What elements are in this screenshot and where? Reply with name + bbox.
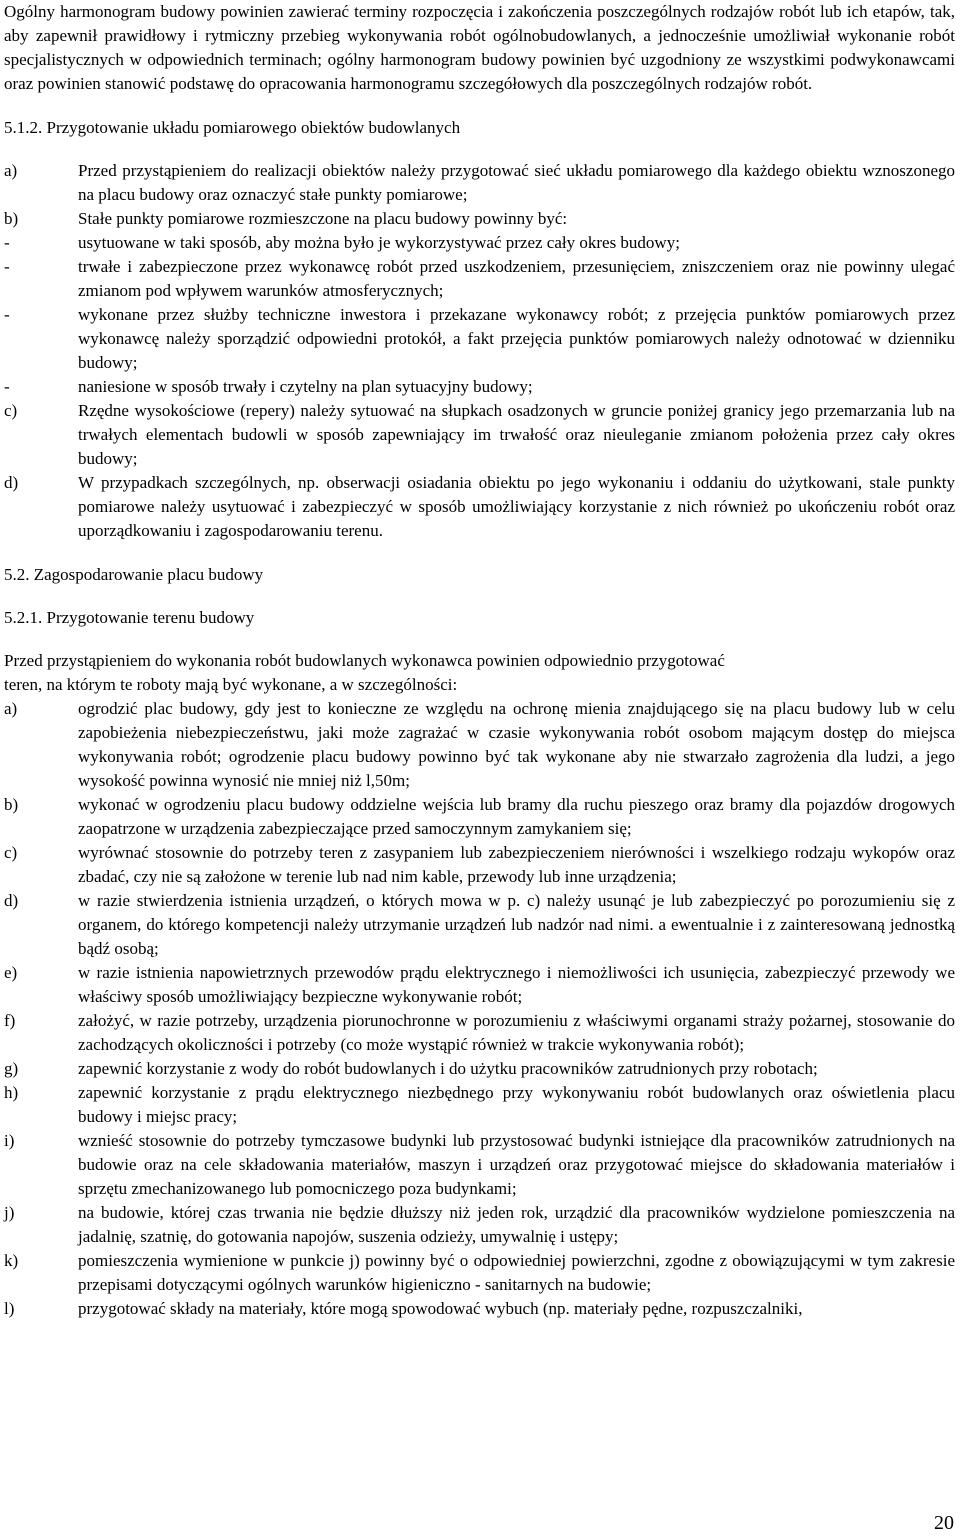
section-5-2-1-lead-line-2: teren, na którym te roboty mają być wykonane, a w szczególności: [4, 675, 458, 694]
list-item-text: pomieszczenia wymienione w punkcie j) powinny być o odpowiedniej powierzchni, zgodne z obowiązującymi w tym zakresie przepisami dotyczącymi ogólnych warunków higieniczno - sanitarnych na budowie; [78, 1251, 955, 1294]
list-item-text: wznieść stosownie do potrzeby tymczasowe budynki lub przystosować budynki istniejące dla pracowników zatrudnionych na budowie oraz na cele składowania materiałów, maszyn i urządzeń oraz przygotować miejsce do składowania materiałów i sprzętu zmechanizowanego lub pomocniczego poza budynkami; [78, 1131, 955, 1198]
list-item-text: ogrodzić plac budowy, gdy jest to konieczne ze względu na ochronę mienia znajdującego się na placu budowy lub w celu zapobieżenia niebezpieczeństwu, jaki może zagrażać w czasie wykonywania robót osobom mającym dostęp do miejsca wykonywania robót; ogrodzenie placu budowy powinno być tak wykonane aby nie stwarzało zagrożenia dla ludzi, a jego wysokość powinna wynosić nie mniej niż l,50m; [78, 699, 955, 790]
page-number: 20 [934, 1512, 954, 1534]
list-item [4, 1249, 955, 1297]
list-item [4, 1057, 955, 1081]
list-item [4, 1009, 955, 1057]
section-5-2-1-lead-line-1: Przed przystąpieniem do wykonania robót budowlanych wykonawca powinien odpowiednio przygotować [4, 651, 725, 670]
sub-list-item [4, 231, 955, 255]
list-item-body [78, 207, 955, 231]
list-marker: g) [4, 1059, 19, 1078]
list-item-text: w razie stwierdzenia istnienia urządzeń, o których mowa w p. c) należy usunąć je lub zabezpieczyć po porozumieniu się z organem, do którego kompetencji należy utrzymanie urządzeń lub nadzór nad nimi. a ewentualnie i z zainteresowaną jednostką bądź osobą; [78, 891, 955, 958]
section-5-2-1-list [4, 697, 955, 1321]
intro-paragraph: Ogólny harmonogram budowy powinien zawierać terminy rozpoczęcia i zakończenia poszczególnych rodzajów robót lub ich etapów, tak, aby zapewnił prawidłowy i rytmiczny przebieg wykonywania robót ogólnobudowlanych, a jednocześnie umożliwiał wykonanie robót specjalistycznych w odpowiednich terminach; ogólny harmonogram budowy powinien być uzgodniony ze wszystkimi podwykonawcami oraz powinien stanowić podstawę do opracowania harmonogramu szczegółowych dla poszczególnych rodzajów robót. [4, 2, 955, 93]
section-5-1-2-heading: 5.1.2. Przygotowanie układu pomiarowego obiektów budowlanych [4, 118, 461, 137]
list-item [4, 1129, 955, 1201]
list-item-text: przygotować składy na materiały, które mogą spowodować wybuch (np. materiały pędne, rozpuszczalniki, [78, 1299, 803, 1318]
list-item [4, 207, 955, 231]
document-page [4, 0, 955, 1341]
list-marker: a) [4, 161, 18, 180]
dash-marker: - [4, 257, 10, 276]
sub-list-item [4, 303, 955, 375]
dash-marker: - [4, 377, 10, 396]
list-item [4, 159, 955, 207]
sub-list-item-text: naniesione w sposób trwały i czytelny na plan sytuacyjny budowy; [78, 377, 533, 396]
list-item [4, 697, 955, 793]
sub-list-item [4, 375, 955, 399]
list-marker: j) [4, 1203, 15, 1222]
list-item [4, 841, 955, 889]
list-marker: h) [4, 1083, 19, 1102]
list-item-text: W przypadkach szczególnych, np. obserwacji osiadania obiektu po jego wykonaniu i oddaniu do użytkowani, stale punkty pomiarowe należy usytuować i zabezpieczyć w sposób umożliwiający korzystanie z nich również po ukończeniu robót oraz uporządkowaniu i zagospodarowaniu terenu. [78, 473, 955, 540]
list-marker: a) [4, 699, 18, 718]
sub-list-item-text: wykonane przez służby techniczne inwestora i przekazane wykonawcy robót; z przejęcia punktów pomiarowych przez wykonawcę należy sporządzić odpowiedni protokół, a fakt przejęcia punktów pomiarowych należy odnotować w dzienniku budowy; [78, 305, 955, 372]
list-marker: b) [4, 209, 19, 228]
list-marker: d) [4, 473, 19, 492]
sub-list-item [4, 255, 955, 303]
list-marker: k) [4, 1251, 19, 1270]
list-marker: e) [4, 963, 18, 982]
list-item-text: na budowie, której czas trwania nie będzie dłuższy niż jeden rok, urządzić dla pracowników wydzielone pomieszczenia na jadalnię, szatnię, do gotowania napojów, suszenia odzieży, umywalnię i ustępy; [78, 1203, 955, 1246]
list-item [4, 793, 955, 841]
list-item-text: w razie istnienia napowietrznych przewodów prądu elektrycznego i niemożliwości ich usunięcia, zabezpieczyć przewody we właściwy sposób umożliwiający bezpieczne wykonywanie robót; [78, 963, 955, 1006]
list-marker: i) [4, 1131, 15, 1150]
list-item [4, 471, 955, 543]
section-5-1-2-list [4, 159, 955, 543]
section-5-2-1-heading: 5.2.1. Przygotowanie terenu budowy [4, 608, 255, 627]
list-item [4, 889, 955, 961]
list-item-text: wyrównać stosownie do potrzeby teren z zasypaniem lub zabezpieczeniem nierówności i wszelkiego rodzaju wykopów oraz zbadać, czy nie są założone w terenie lub nad nim kable, przewody lub inne urządzenia; [78, 843, 955, 886]
list-marker: d) [4, 891, 19, 910]
sub-list-item-text: usytuowane w taki sposób, aby można było je wykorzystywać przez cały okres budowy; [78, 233, 680, 252]
list-item-text: założyć, w razie potrzeby, urządzenia piorunochronne w porozumieniu z właściwymi organami straży pożarnej, stosowanie do zachodzących okoliczności i potrzeby (co może wystąpić również w trakcie wykonywania robót); [78, 1011, 955, 1054]
list-item-text: zapewnić korzystanie z wody do robót budowlanych i do użytku pracowników zatrudnionych przy robotach; [78, 1059, 818, 1078]
list-item-text: Stałe punkty pomiarowe rozmieszczone na placu budowy powinny być: [78, 209, 568, 228]
list-item [4, 1297, 955, 1321]
section-5-2-heading: 5.2. Zagospodarowanie placu budowy [4, 565, 264, 584]
dash-marker: - [4, 233, 10, 252]
sub-list-item-text: trwałe i zabezpieczone przez wykonawcę robót przed uszkodzeniem, przesunięciem, zniszczeniem oraz nie powinny ulegać zmianom pod wpływem warunków atmosferycznych; [78, 257, 955, 300]
list-marker: c) [4, 843, 18, 862]
list-item [4, 1201, 955, 1249]
list-item [4, 961, 955, 1009]
list-marker: b) [4, 795, 19, 814]
list-item-text: zapewnić korzystanie z prądu elektrycznego niezbędnego przy wykonywaniu robót budowlanych oraz oświetlenia placu budowy i miejsc pracy; [78, 1083, 955, 1126]
list-marker: f) [4, 1011, 16, 1030]
list-marker: l) [4, 1299, 15, 1318]
list-item-text: Przed przystąpieniem do realizacji obiektów należy przygotować sieć układu pomiarowego dla każdego obiektu wznoszonego na placu budowy oraz oznaczyć stałe punkty pomiarowe; [78, 161, 955, 204]
list-item-text: wykonać w ogrodzeniu placu budowy oddzielne wejścia lub bramy dla ruchu pieszego oraz bramy dla pojazdów drogowych zaopatrzone w urządzenia zabezpieczające przed samoczynnym zamykaniem się; [78, 795, 955, 838]
dash-marker: - [4, 305, 10, 324]
list-marker: c) [4, 401, 18, 420]
list-item [4, 1081, 955, 1129]
list-item-text: Rzędne wysokościowe (repery) należy sytuować na słupkach osadzonych w gruncie poniżej granicy jego przemarzania lub na trwałych elementach budowli w sposób zapewniający im trwałość oraz nieuleganie zmianom położenia przez cały okres budowy; [78, 401, 955, 468]
list-item [4, 399, 955, 471]
